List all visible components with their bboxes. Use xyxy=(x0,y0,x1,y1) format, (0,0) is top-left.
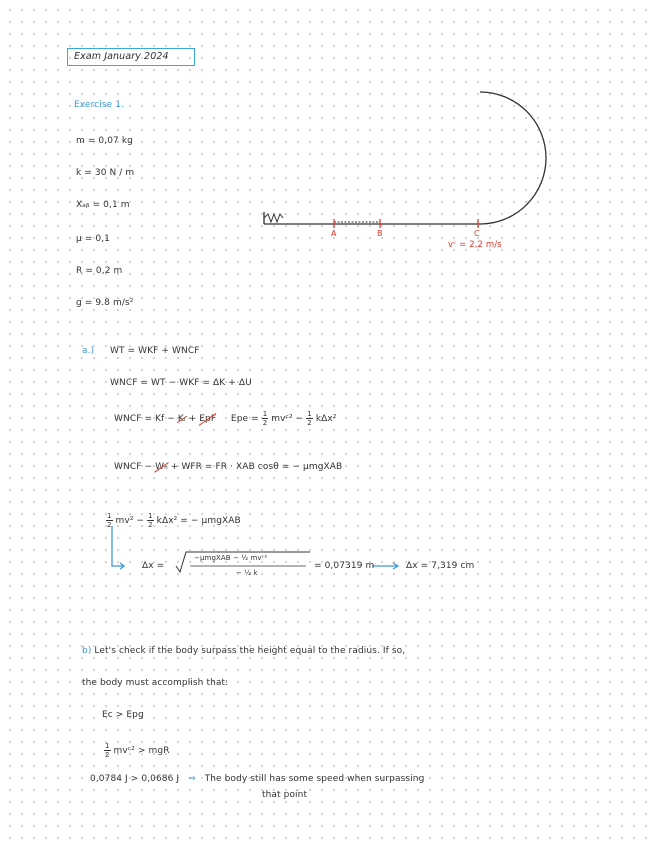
point-b-label: B xyxy=(377,229,383,238)
given-mass: m = 0,07 kg xyxy=(76,136,133,146)
part-b-label: b) xyxy=(82,646,92,656)
line3-m2: kΔx² xyxy=(315,414,337,424)
page-title: Exam January 2024 xyxy=(74,51,169,62)
struck-final-potential: EpF xyxy=(199,414,217,424)
part-a-line2: WNCF = WT − WKF = ΔK + ΔU xyxy=(110,378,252,388)
part-b-line3: Ec > Epg xyxy=(102,710,144,720)
line3-mid: + xyxy=(188,414,197,424)
conclusion-text: The body still has some speed when surpassing xyxy=(204,774,425,784)
part-b-line5 xyxy=(90,774,424,784)
line5-a: mv² − xyxy=(115,516,145,526)
part-b-line4 xyxy=(104,742,170,759)
part-b-line6: that point xyxy=(262,790,308,800)
line4-post-b: mvᶜ² > mgR xyxy=(113,746,170,756)
point-c-label: C xyxy=(474,229,480,238)
energy-comparison: 0,0784 J > 0,0686 J xyxy=(90,774,180,784)
line3-m1: mvᶜ² − xyxy=(271,414,304,424)
half-fraction: $\frac{1}{2}$ xyxy=(107,512,112,529)
half-fraction: $\frac{1}{2}$ xyxy=(148,512,153,529)
velocity-label: vᶜ = 2,2 m/s xyxy=(448,240,502,250)
struck-initial-kinetic: Kᵢ xyxy=(177,414,186,424)
part-b-line1-text: Let's check if the body surpass the height equal to the radius. If so, xyxy=(94,646,406,656)
line3-epe: Epe = xyxy=(230,414,259,424)
delta-x-label: Δx = xyxy=(142,561,165,571)
given-distance-ab: Xₐᵦ = 0,1 m xyxy=(76,200,130,210)
given-gravity: g = 9.8 m/s² xyxy=(76,298,134,308)
half-fraction: $\frac{1}{2}$ xyxy=(105,742,110,759)
half-fraction: $\frac{1}{2}$ xyxy=(262,410,268,427)
sqrt-numerator: −μmgXAB − ½ mvᶜ² xyxy=(194,554,268,562)
point-a-label: A xyxy=(331,229,337,238)
exercise-label: Exercise 1. xyxy=(74,100,124,110)
part-a-line1: WT = WKF + WNCF xyxy=(110,346,200,356)
line3-pre: WNCF = Kf − xyxy=(114,414,175,424)
line5-b: kΔx² = − μmgXAB xyxy=(156,516,241,526)
part-b-line2: the body must accomplish that: xyxy=(82,678,229,688)
line4-pre: WNCF − xyxy=(114,462,153,472)
part-a-label: a.) xyxy=(82,346,95,356)
sqrt-denominator: − ½ k xyxy=(236,569,258,577)
half-fraction: $\frac{1}{2}$ xyxy=(307,410,312,427)
line4-post: + WFR = FR · XAB cosθ = − μmgXAB xyxy=(170,462,343,472)
given-friction-coefficient: μ = 0,1 xyxy=(76,234,111,244)
delta-x-result: = 0,07319 m xyxy=(314,561,375,571)
struck-normal-work: Wₙ xyxy=(155,462,168,472)
given-spring-constant: k = 30 N / m xyxy=(76,168,135,178)
part-b-line1 xyxy=(82,646,405,656)
given-radius: R = 0,2 m xyxy=(76,266,123,276)
delta-x-final: Δx = 7,319 cm xyxy=(406,561,475,571)
implies-arrow: ⇒ xyxy=(188,774,196,784)
